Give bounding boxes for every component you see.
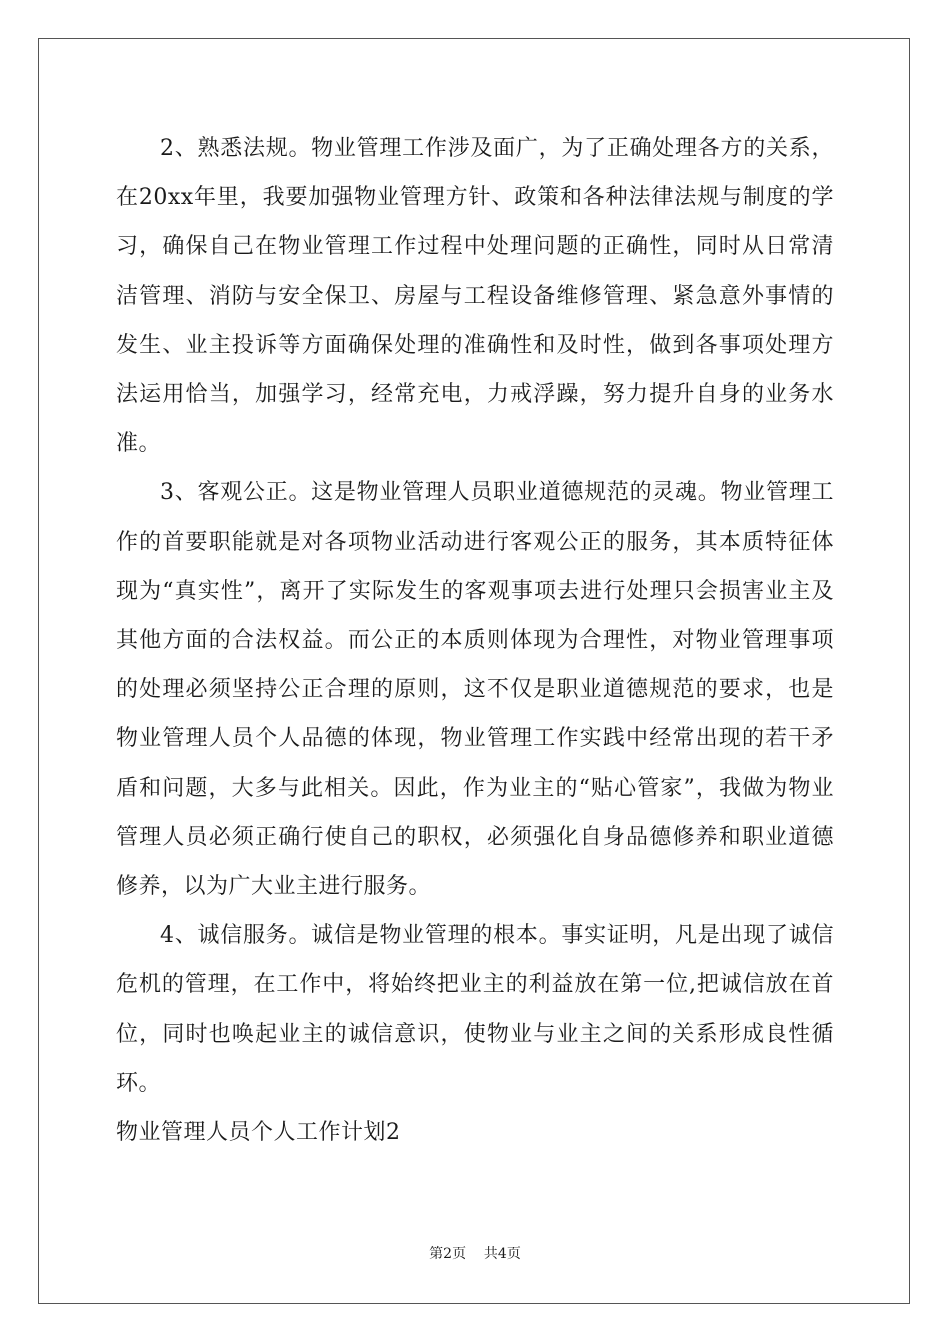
paragraph-objective-fairness: 3、客观公正。这是物业管理人员职业道德规范的灵魂。物业管理工作的首要职能就是对各项物业活动进行客观公正的服务，其本质特征体现为“真实性”，离开了实际发生的客观事项去进行处理只会损害业主及其他方面的合法权益。而公正的本质则体现为合理性，对物业管理事项的处理必须坚持公正合理的原则，这不仅是职业道德规范的要求，也是物业管理人员个人品德的体现，物业管理工作实践中经常出现的若干矛盾和问题，大多与此相关。因此，作为业主的“贴心管家”，我做为物业管理人员必须正确行使自己的职权，必须强化自身品德修养和职业道德修养，以为广大业主进行服务。 [116,480,834,900]
paragraph-integrity-service: 4、诚信服务。诚信是物业管理的根本。事实证明，凡是出现了诚信危机的管理，在工作中，将始终把业主的利益放在第一位,把诚信放在首位，同时也唤起业主的诚信意识，使物业与业主之间的关系形成良性循环。 [116,923,834,1096]
page-number: 第2页 [429,1246,467,1262]
section-title: 物业管理人员个人工作计划2 [116,1120,401,1146]
page-total: 共4页 [483,1246,521,1262]
document-body [116,124,834,1157]
page-footer [0,1244,950,1264]
paragraph-familiar-regulations: 2、熟悉法规。物业管理工作涉及面广，为了正确处理各方的关系，在20xx年里，我要加强物业管理方针、政策和各种法律法规与制度的学习，确保自己在物业管理工作过程中处理问题的正确性，同时从日常清洁管理、消防与安全保卫、房屋与工程设备维修管理、紧急意外事情的发生、业主投诉等方面确保处理的准确性和及时性，做到各事项处理方法运用恰当，加强学习，经常充电，力戒浮躁，努力提升自身的业务水准。 [116,136,834,457]
